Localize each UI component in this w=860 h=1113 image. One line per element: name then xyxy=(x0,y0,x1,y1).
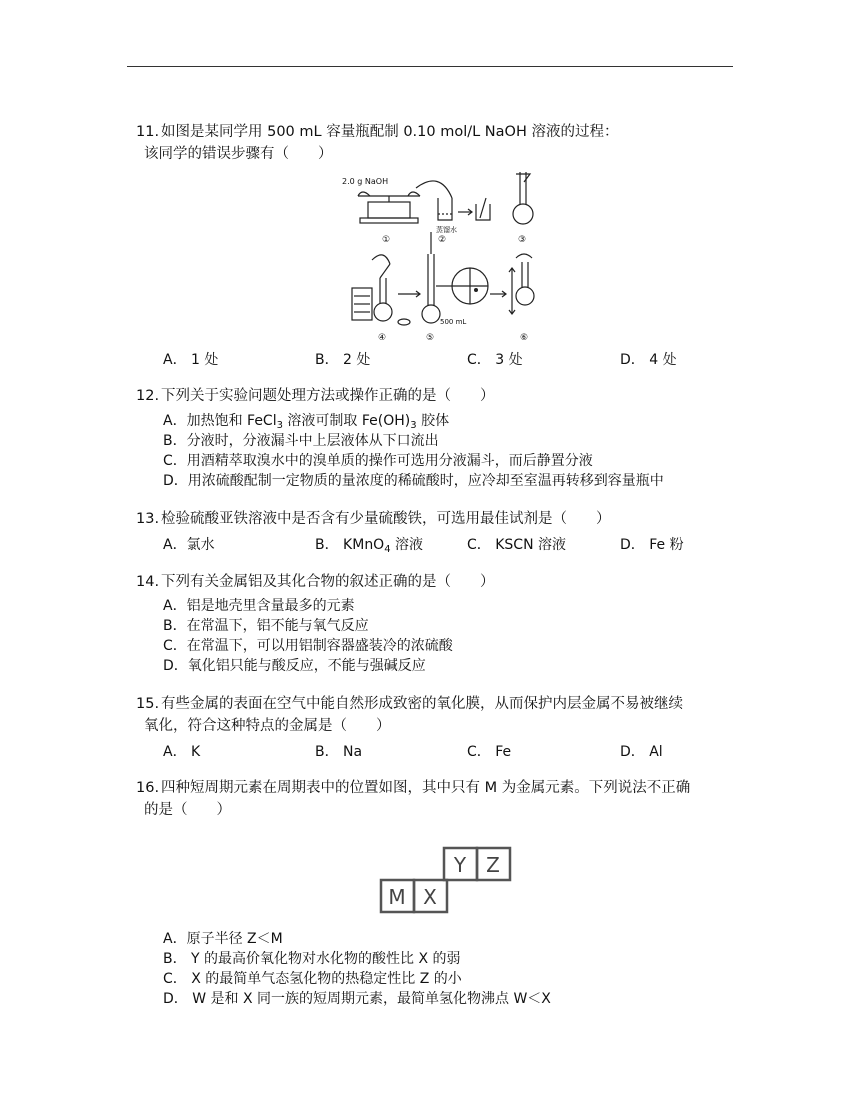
question-14 xyxy=(136,571,736,593)
q14-option-b: B．在常温下，铝不能与氧气反应 xyxy=(163,618,369,634)
cell-x: X xyxy=(423,885,437,909)
q13-stem: 13. 检验硫酸亚铁溶液中是否含有少量硫酸铁，可选用最佳试剂是（ ） xyxy=(136,511,611,527)
q12-stem: 12. 下列关于实验问题处理方法或操作正确的是（ ） xyxy=(136,388,495,404)
q14-option-c: C．在常温下，可以用铝制容器盛装冷的浓硫酸 xyxy=(163,638,453,654)
q13-option-c: C． KSCN 溶液 xyxy=(467,537,566,553)
cell-z: Z xyxy=(486,853,500,877)
periodic-table-figure xyxy=(378,844,518,914)
q12-option-a: A．加热饱和 FeCl$_3$ 溶液可制取 $Fe(OH)_3$ 胶体 xyxy=(163,413,450,431)
q12-option-c: C．用酒精萃取溴水中的溴单质的操作可选用分液漏斗，而后静置分液 xyxy=(163,453,593,469)
q14-option-d: D．氧化铝只能与酸反应，不能与强碱反应 xyxy=(163,658,426,674)
flask-volume-label: 500 mL xyxy=(440,318,467,326)
step-5-label: ⑤ xyxy=(426,333,435,343)
step-6-label: ⑥ xyxy=(520,333,529,343)
question-15 xyxy=(136,693,736,737)
step-2-label: ② xyxy=(438,235,447,245)
balance-label: 2.0 g NaOH xyxy=(342,177,389,186)
question-11 xyxy=(136,121,736,165)
q12-option-b: B．分液时，分液漏斗中上层液体从下口流出 xyxy=(163,433,439,449)
q15-option-c: C． Fe xyxy=(467,744,512,760)
step-4-label: ④ xyxy=(378,333,387,343)
cell-m: M xyxy=(388,885,406,909)
q14-stem: 14. 下列有关金属铝及其化合物的叙述正确的是（ ） xyxy=(136,574,495,590)
q15-stem-line1: 15. 有些金属的表面在空气中能自然形成致密的氧化膜，从而保护内层金属不易被继续 xyxy=(136,696,683,712)
water-label: 蒸馏水 xyxy=(436,226,457,234)
q11-option-b: B． 2 处 xyxy=(315,352,371,368)
q12-option-d: D．用浓硫酸配制一定物质的量浓度的稀硫酸时，应冷却至室温再转移到容量瓶中 xyxy=(163,473,664,489)
q16-option-c: C． X 的最简单气态氢化物的热稳定性比 Z 的小 xyxy=(163,971,462,987)
q11-experiment-figure xyxy=(340,168,552,346)
q15-stem-line2: 氧化，符合这种特点的金属是（ ） xyxy=(144,718,391,734)
q16-stem-line2: 的是（ ） xyxy=(144,802,231,818)
q16-option-b: B． Y 的最高价氧化物对水化物的酸性比 X 的弱 xyxy=(163,951,461,967)
q14-option-a: A．铝是地壳里含量最多的元素 xyxy=(163,598,355,614)
q11-option-d: D． 4 处 xyxy=(620,352,677,368)
q11-stem-line1: 11. 如图是某同学用 500 mL 容量瓶配制 0.10 mol/L NaOH 溶液的过程： xyxy=(136,121,736,143)
q15-option-d: D． Al xyxy=(620,744,663,760)
step-3-label: ③ xyxy=(518,235,527,245)
q13-option-d: D． Fe 粉 xyxy=(620,537,684,553)
cell-y: Y xyxy=(453,853,467,877)
question-12 xyxy=(136,385,736,407)
q13-option-b: B． KMnO$_4$ 溶液 xyxy=(315,537,424,555)
question-16 xyxy=(136,777,736,821)
q13-option-a: A．氯水 xyxy=(163,537,215,553)
q11-option-c: C． 3 处 xyxy=(467,352,523,368)
q16-option-d: D． W 是和 X 同一族的短周期元素，最简单氢化物沸点 W＜X xyxy=(163,991,551,1007)
q16-option-a: A．原子半径 Z＜M xyxy=(163,931,283,947)
step-1-label: ① xyxy=(382,235,391,245)
q15-option-a: A． K xyxy=(163,744,201,760)
q15-option-b: B． Na xyxy=(315,744,363,760)
question-13 xyxy=(136,508,736,530)
q11-option-a: A． 1 处 xyxy=(163,352,219,368)
header-rule xyxy=(127,66,733,67)
q11-number: 11. xyxy=(136,124,160,140)
q11-stem-line2: 该同学的错误步骤有（ ） xyxy=(144,146,333,162)
q16-stem-line1: 16. 四种短周期元素在周期表中的位置如图，其中只有 M 为金属元素。下列说法不正确 xyxy=(136,780,691,796)
